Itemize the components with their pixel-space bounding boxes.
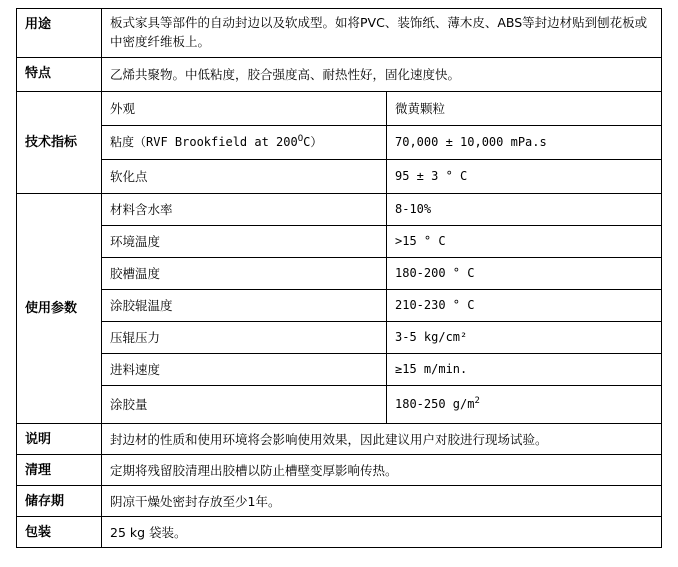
value-cleaning: 定期将残留胶清理出胶槽以防止槽壁变厚影响传热。: [102, 455, 662, 486]
param-name: 进料速度: [102, 354, 387, 386]
tech-item-value: 微黄颗粒: [387, 92, 662, 126]
param-name: 胶槽温度: [102, 258, 387, 290]
label-features: 特点: [17, 58, 102, 92]
viscosity-label-tail: C）: [303, 135, 323, 149]
tech-item-value: 95 ± 3 ° C: [387, 160, 662, 194]
param-name: 环境温度: [102, 226, 387, 258]
label-cleaning: 清理: [17, 455, 102, 486]
row-storage: [17, 486, 662, 517]
label-notes: 说明: [17, 424, 102, 455]
viscosity-label-sup: O: [297, 134, 304, 144]
param-name: 压辊压力: [102, 322, 387, 354]
label-packaging: 包装: [17, 517, 102, 548]
param-value: 8-10%: [387, 194, 662, 226]
row-notes: [17, 424, 662, 455]
row-param: [17, 194, 662, 226]
label-storage: 储存期: [17, 486, 102, 517]
param-value: [387, 386, 662, 424]
row-param: [17, 258, 662, 290]
tech-item-name: 软化点: [102, 160, 387, 194]
row-features: [17, 58, 662, 92]
param-value: ≥15 m/min.: [387, 354, 662, 386]
row-tech-viscosity: [17, 126, 662, 160]
viscosity-label: 粘度（RVF Brookfield at 200: [110, 135, 298, 149]
tech-item-value: 70,000 ± 10,000 mPa.s: [387, 126, 662, 160]
value-storage: 阴凉干燥处密封存放至少1年。: [102, 486, 662, 517]
value-notes: 封边材的性质和使用环境将会影响使用效果，因此建议用户对胶进行现场试验。: [102, 424, 662, 455]
label-params: 使用参数: [17, 194, 102, 424]
param-name: 涂胶量: [102, 386, 387, 424]
row-param: [17, 226, 662, 258]
row-usage: [17, 9, 662, 58]
tech-item-name: 外观: [102, 92, 387, 126]
spec-table: [16, 8, 662, 548]
row-param: [17, 322, 662, 354]
param-value: 3-5 kg/cm²: [387, 322, 662, 354]
value-features: 乙烯共聚物。中低粘度，胶合强度高、耐热性好，固化速度快。: [102, 58, 662, 92]
coating-amount-value: 180-250 g/m: [395, 397, 475, 411]
param-value: 210-230 ° C: [387, 290, 662, 322]
row-param: [17, 290, 662, 322]
label-tech: 技术指标: [17, 92, 102, 194]
param-name: 材料含水率: [102, 194, 387, 226]
row-tech-appearance: [17, 92, 662, 126]
value-usage: 板式家具等部件的自动封边以及软成型。如将PVC、装饰纸、薄木皮、ABS等封边材贴到刨花板或中密度纤维板上。: [102, 9, 662, 58]
param-value: >15 ° C: [387, 226, 662, 258]
label-usage: 用途: [17, 9, 102, 58]
value-packaging: 25 kg 袋装。: [102, 517, 662, 548]
param-value: 180-200 ° C: [387, 258, 662, 290]
tech-item-name: [102, 126, 387, 160]
row-param: [17, 386, 662, 424]
row-tech-softening: [17, 160, 662, 194]
row-packaging: [17, 517, 662, 548]
row-param: [17, 354, 662, 386]
param-name: 涂胶辊温度: [102, 290, 387, 322]
row-cleaning: [17, 455, 662, 486]
coating-amount-sup: 2: [474, 396, 480, 406]
